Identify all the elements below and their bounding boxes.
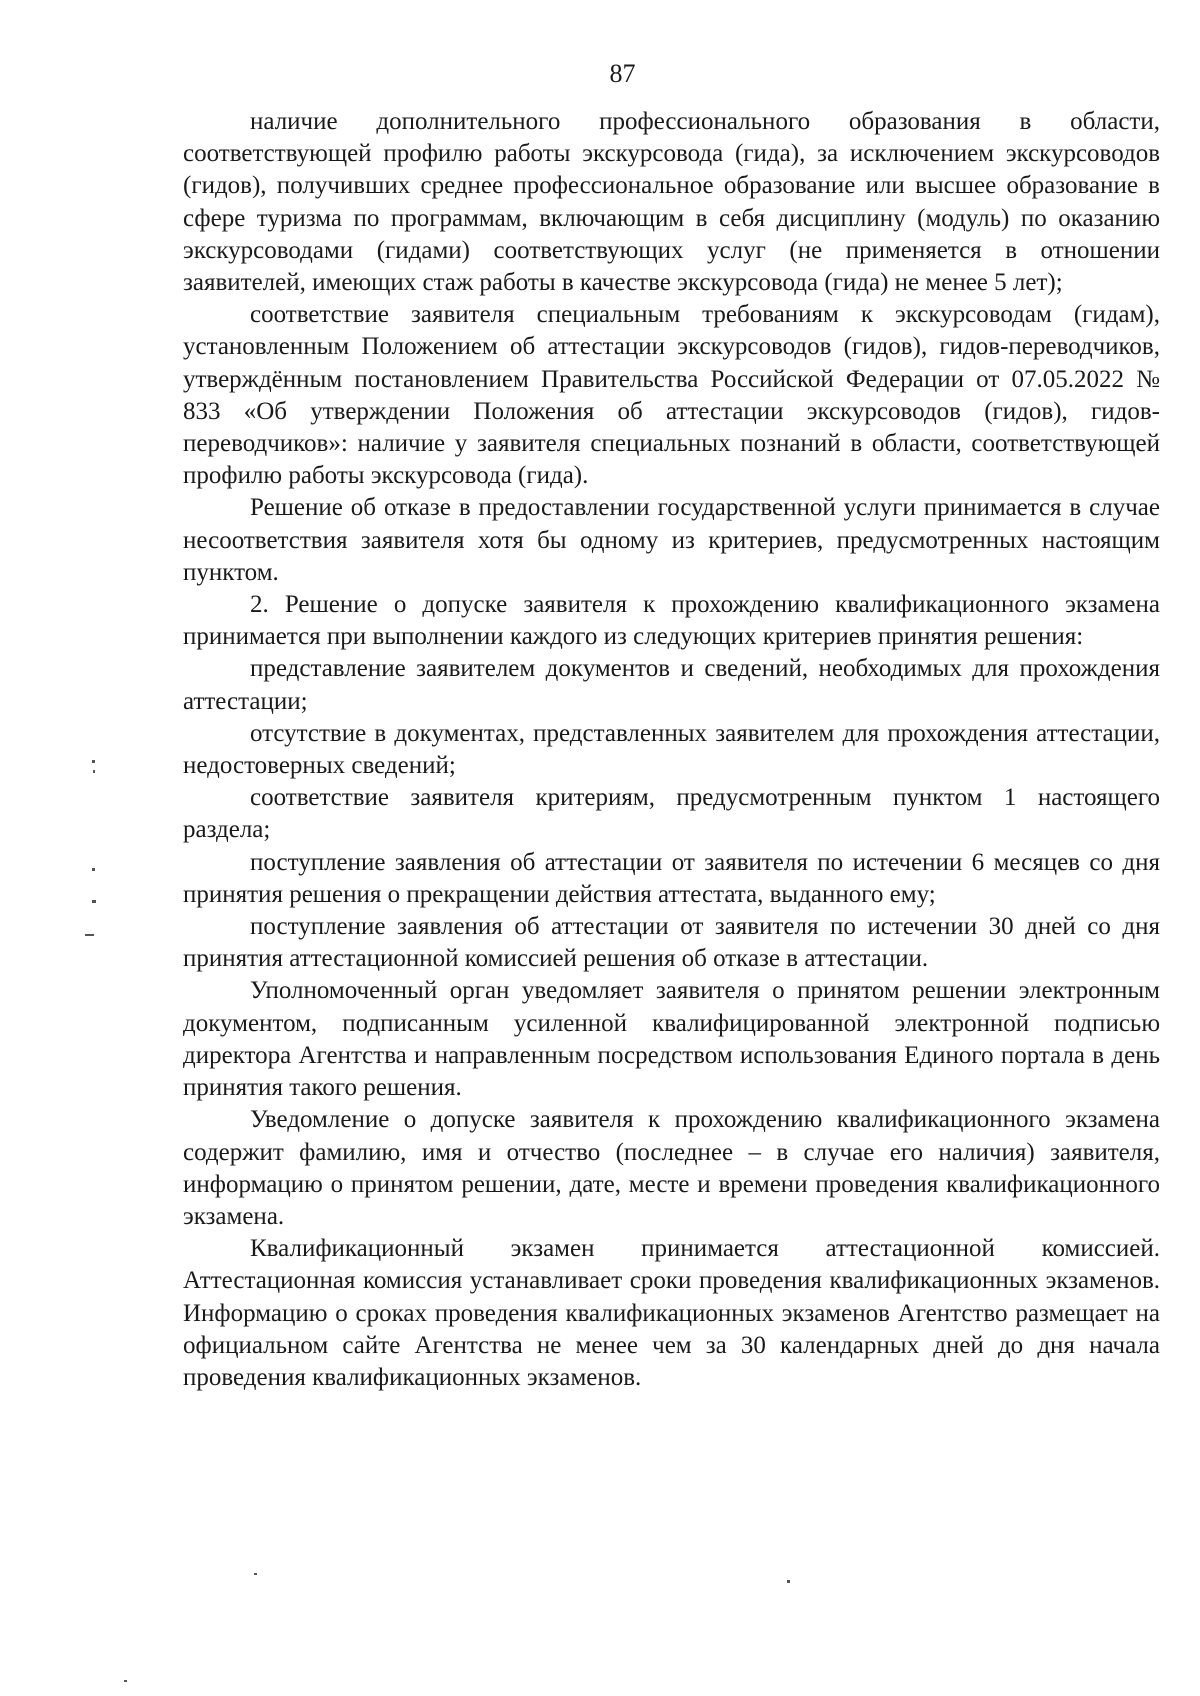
scan-speck [92, 868, 95, 871]
paragraph-notification-content: Уведомление о допуске заявителя к прохождению квалификационного экзамена содержит фамилию, имя и отчество (последнее – в случае его наличия) заявителя, информацию о принятом решении, дате, месте и времени проведения квалификационного экзамена. [183, 1106, 1160, 1230]
scan-speck [92, 900, 96, 903]
document-body [183, 106, 1160, 1394]
scan-dash [85, 934, 94, 936]
paragraph-special-requirements: соответствие заявителя специальным требованиям к экскурсоводам (гидам), установленным Положением об аттестации экскурсоводов (гидов), гидов-переводчиков, утверждённым постановлением Правительства Российской Федерации от 07.05.2022 № 833 «Об утверждении Положения об аттестации экскурсоводов (гидов), гидов-переводчиков»: наличие у заявителя специальных познаний в области, соответствующей профилю работы экскурсовода (гида). [183, 301, 1160, 490]
paragraph-refusal-decision: Решение об отказе в предоставлении государственной услуги принимается в случае несоответствия заявителя хотя бы одному из критериев, предусмотренных настоящим пунктом. [183, 494, 1160, 586]
scan-speck [92, 760, 95, 763]
scan-speck [93, 770, 95, 773]
criterion-six-months: поступление заявления об аттестации от заявителя по истечении 6 месяцев со дня принятия решения о прекращении действия аттестата, выданного ему; [183, 848, 1160, 908]
page-number: 87 [609, 59, 636, 88]
criterion-no-false-information: отсутствие в документах, представленных заявителем для прохождения аттестации, недостоверных сведений; [183, 719, 1160, 780]
paragraph-additional-education: наличие дополнительного профессионального образования в области, соответствующей профилю работы экскурсовода (гида), за исключением экскурсоводов (гидов), получивших среднее профессиональное образование или высшее образование в сфере туризма по программам, включающим в себя дисциплину (модуль) по оказанию экскурсоводами (гидами) соответствующих услуг (не применяется в отношении заявителей, имеющих стаж работы в качестве экскурсовода (гида) не менее 5 лет); [183, 108, 1160, 297]
paragraph-admission-decision: 2. Решение о допуске заявителя к прохождению квалификационного экзамена принимается при выполнении каждого из следующих критериев принятия решения: [183, 591, 1160, 651]
paragraph-notification-method: Уполномоченный орган уведомляет заявителя о принятом решении электронным документом, подписанным усиленной квалифицированной электронной подписью директора Агентства и направленным посредством использования Единого портала в день принятия такого решения. [183, 977, 1160, 1102]
paragraph-qualification-exam: Квалификационный экзамен принимается аттестационной комиссией. Аттестационная комиссия устанавливает сроки проведения квалификационных экзаменов. Информацию о сроках проведения квалификационных экзаменов Агентство размещает на официальном сайте Агентства не менее чем за 30 календарных дней до дня начала проведения квалификационных экзаменов. [183, 1235, 1160, 1391]
scan-speck [254, 1573, 257, 1575]
criterion-matching-point-1: соответствие заявителя критериям, предусмотренным пунктом 1 настоящего раздела; [183, 784, 1160, 844]
scan-speck [787, 1580, 790, 1583]
scan-speck [124, 1680, 127, 1682]
criterion-thirty-days: поступление заявления об аттестации от заявителя по истечении 30 дней со дня принятия аттестационной комиссией решения об отказе в аттестации. [183, 913, 1160, 973]
criterion-documents-submitted: представление заявителем документов и сведений, необходимых для прохождения аттестации; [183, 655, 1160, 715]
